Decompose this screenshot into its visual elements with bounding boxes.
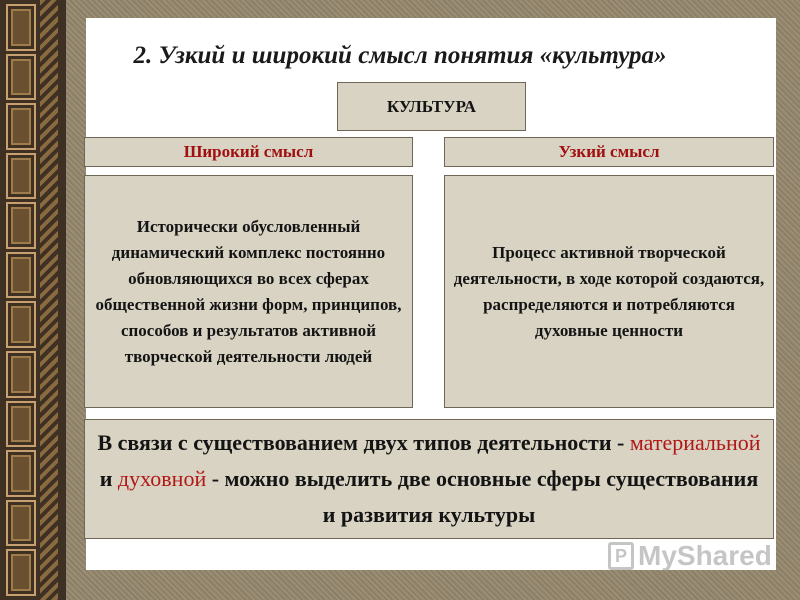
conclusion-part1: В связи с существованием двух типов деятельности - — [97, 430, 630, 455]
narrow-header-label: Узкий смысл — [558, 142, 660, 161]
conclusion-text — [97, 425, 761, 533]
watermark-text: MyShared — [638, 540, 772, 571]
narrow-definition-box — [444, 175, 774, 408]
conclusion-part2: - можно выделить две основные сферы существования и развития культуры — [206, 466, 759, 527]
conclusion-and: и — [99, 466, 118, 491]
narrow-definition-text: Процесс активной творческой деятельности, в ходе которой создаются, распределяются и потребляются духовные ценности — [453, 242, 765, 340]
broad-definition-box — [84, 175, 413, 408]
narrow-meaning-header — [444, 137, 774, 167]
broad-definition-text: Исторически обусловленный динамический комплекс постоянно обновляющихся во всех сферах общественной жизни форм, принципов, способов и результатов активной творческой деятельности людей — [95, 216, 402, 366]
conclusion-box — [84, 419, 774, 539]
presentation-icon: P — [608, 542, 634, 570]
spiritual-highlight: духовной — [117, 466, 207, 491]
broad-header-label: Широкий смысл — [183, 142, 314, 161]
broad-meaning-header — [84, 137, 413, 167]
material-highlight: материальной — [629, 430, 761, 455]
culture-box — [337, 82, 526, 131]
decorative-strip — [0, 0, 66, 600]
slide-title: 2. Узкий и широкий смысл понятия «культура» — [133, 42, 667, 69]
culture-label: КУЛЬТУРА — [386, 96, 477, 116]
watermark — [608, 538, 772, 574]
